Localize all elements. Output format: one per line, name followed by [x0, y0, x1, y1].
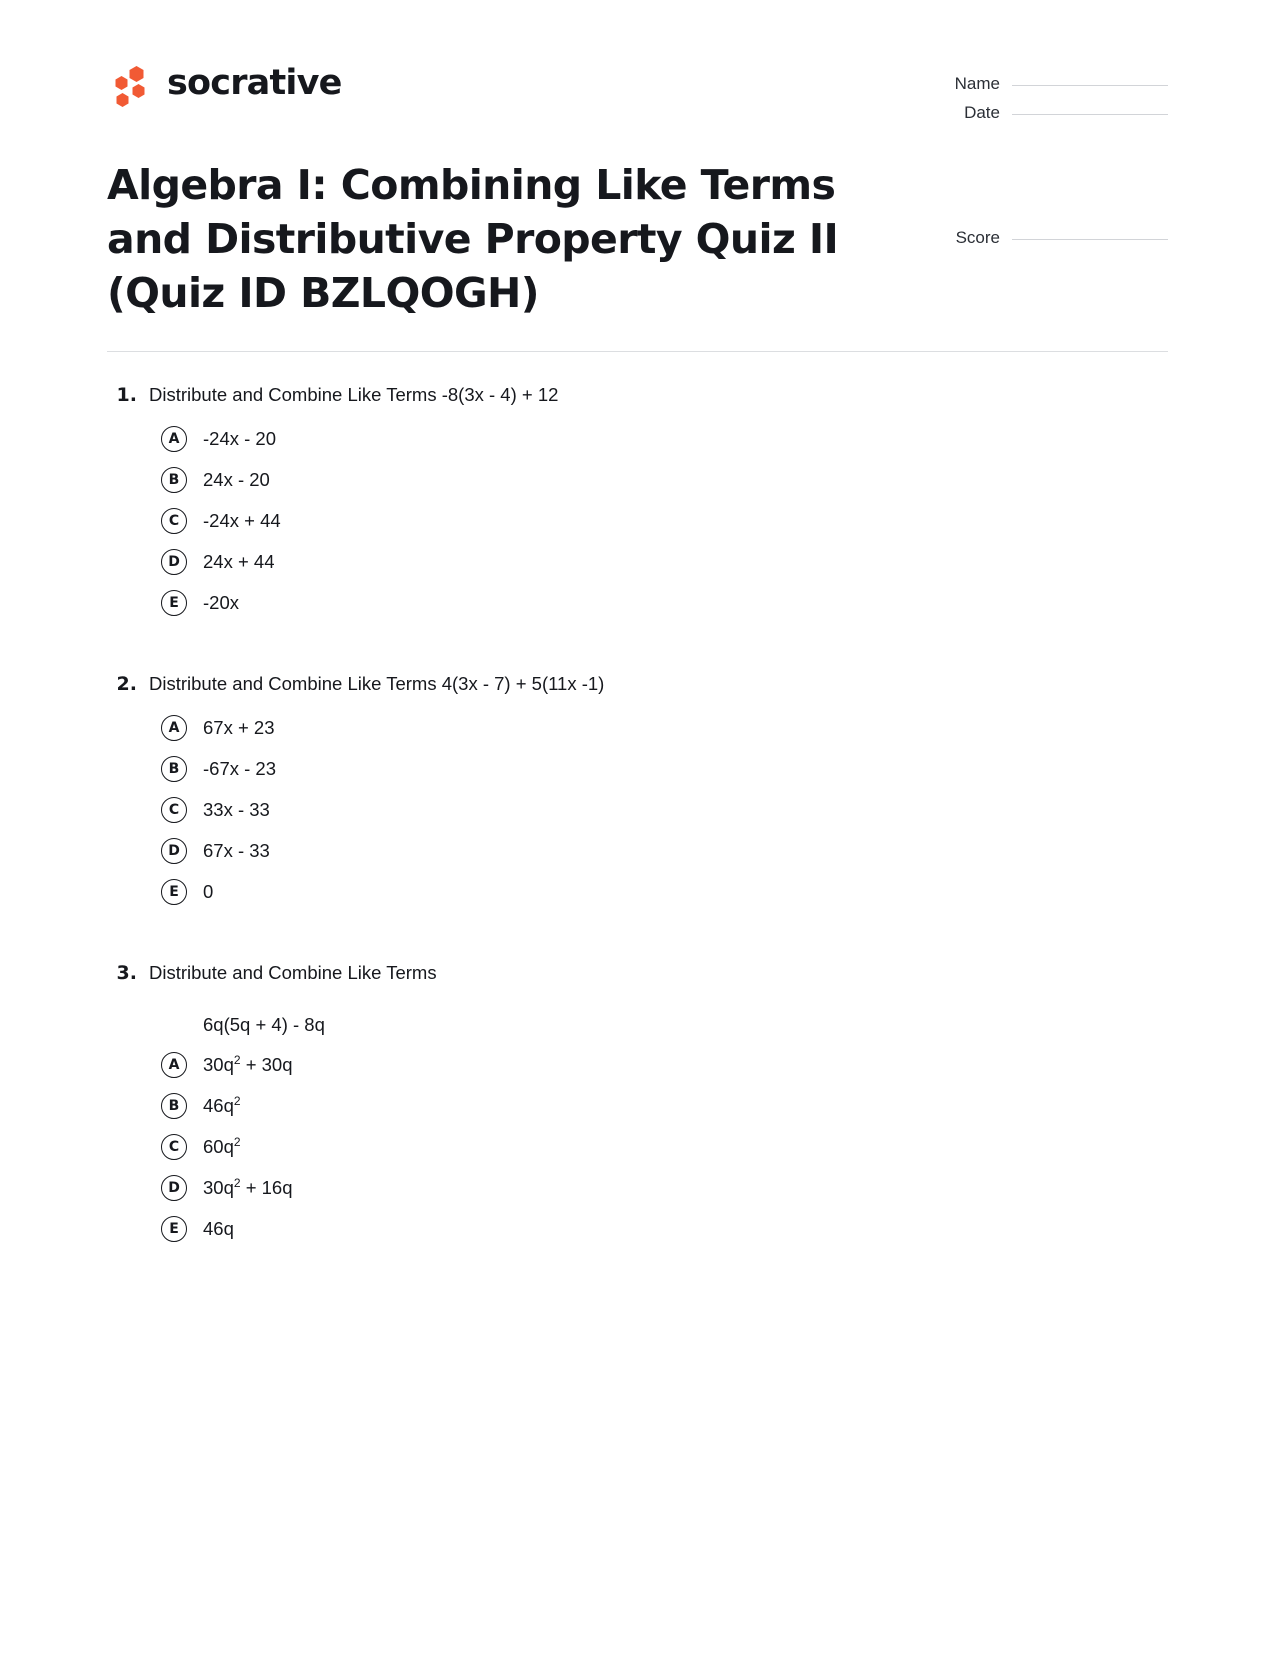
option-text: -24x - 20 — [203, 427, 277, 449]
question-text: Distribute and Combine Like Terms 4(3x - 7) + 5(11x -1) — [149, 673, 605, 694]
question-text: Distribute and Combine Like Terms -8(3x - 4) + 12 — [149, 384, 559, 405]
answer-option[interactable] — [107, 1044, 1168, 1085]
option-text: $30q^2 + 16q$ — [203, 1175, 293, 1198]
option-text: $46q^2$ — [203, 1093, 241, 1116]
page-title: Algebra I: Combining Like Terms and Distributive Property Quiz II (Quiz ID BZLQOGH) — [107, 161, 839, 317]
score-field-row — [928, 228, 1168, 257]
option-bubble-b[interactable]: B — [161, 467, 187, 493]
score-label: Score — [955, 228, 1000, 247]
question-number: 1. — [116, 384, 137, 406]
question-number: 3. — [116, 962, 137, 984]
option-bubble-e[interactable]: E — [161, 590, 187, 616]
answer-option[interactable] — [107, 582, 1168, 623]
option-bubble-a[interactable]: A — [161, 1052, 187, 1078]
option-text: $30q^2 + 30q$ — [203, 1052, 293, 1075]
answer-option[interactable] — [107, 1208, 1168, 1249]
answer-option[interactable] — [107, 830, 1168, 871]
hexagon-cluster-icon — [107, 62, 153, 108]
answer-option[interactable] — [107, 748, 1168, 789]
option-bubble-a[interactable]: A — [161, 715, 187, 741]
header-divider — [107, 351, 1168, 352]
answer-option[interactable] — [107, 500, 1168, 541]
question-block — [107, 958, 1168, 1249]
question-header — [107, 958, 1168, 988]
option-text: 0 — [203, 880, 214, 902]
option-text: -67x - 23 — [203, 757, 277, 779]
option-bubble-c[interactable]: C — [161, 508, 187, 534]
name-input-line[interactable] — [1012, 84, 1168, 86]
question-header — [107, 380, 1168, 410]
answer-option[interactable] — [107, 871, 1168, 912]
questions-list — [107, 380, 1168, 1295]
option-text: 67x + 23 — [203, 716, 275, 738]
answer-option[interactable] — [107, 789, 1168, 830]
option-bubble-d[interactable]: D — [161, 1175, 187, 1201]
option-bubble-b[interactable]: B — [161, 1093, 187, 1119]
answer-option[interactable] — [107, 707, 1168, 748]
answer-option[interactable] — [107, 1167, 1168, 1208]
option-bubble-c[interactable]: C — [161, 797, 187, 823]
score-input-line[interactable] — [1012, 238, 1168, 240]
option-bubble-e[interactable]: E — [161, 879, 187, 905]
title-block — [107, 158, 847, 320]
option-text: -24x + 44 — [203, 509, 281, 531]
score-field — [928, 228, 1168, 257]
brand-name: socrative — [167, 63, 342, 103]
option-bubble-d[interactable]: D — [161, 838, 187, 864]
name-field-row — [928, 74, 1168, 103]
option-text: -20x — [203, 591, 239, 613]
student-meta-fields — [928, 74, 1168, 132]
option-text: $60q^2$ — [203, 1134, 241, 1157]
date-field-row — [928, 103, 1168, 132]
answer-option[interactable] — [107, 459, 1168, 500]
option-bubble-d[interactable]: D — [161, 549, 187, 575]
page-header — [107, 62, 1168, 132]
answer-option[interactable] — [107, 541, 1168, 582]
option-text: 33x - 33 — [203, 798, 270, 820]
option-text: 67x - 33 — [203, 839, 270, 861]
date-label: Date — [964, 103, 1000, 122]
option-bubble-b[interactable]: B — [161, 756, 187, 782]
option-text: 24x - 20 — [203, 468, 270, 490]
option-bubble-a[interactable]: A — [161, 426, 187, 452]
question-number: 2. — [116, 673, 137, 695]
question-header — [107, 669, 1168, 699]
question-block — [107, 380, 1168, 623]
option-text: 46q — [203, 1217, 234, 1239]
answer-option[interactable] — [107, 1085, 1168, 1126]
question-expression: 6q(5q + 4) - 8q — [203, 1014, 325, 1035]
name-label: Name — [954, 74, 1000, 93]
date-input-line[interactable] — [1012, 113, 1168, 115]
answer-option[interactable] — [107, 1126, 1168, 1167]
socrative-logo — [107, 62, 342, 108]
option-bubble-e[interactable]: E — [161, 1216, 187, 1242]
question-text: Distribute and Combine Like Terms — [149, 962, 437, 983]
option-text: 24x + 44 — [203, 550, 275, 572]
question-block — [107, 669, 1168, 912]
answer-option[interactable] — [107, 418, 1168, 459]
option-bubble-c[interactable]: C — [161, 1134, 187, 1160]
